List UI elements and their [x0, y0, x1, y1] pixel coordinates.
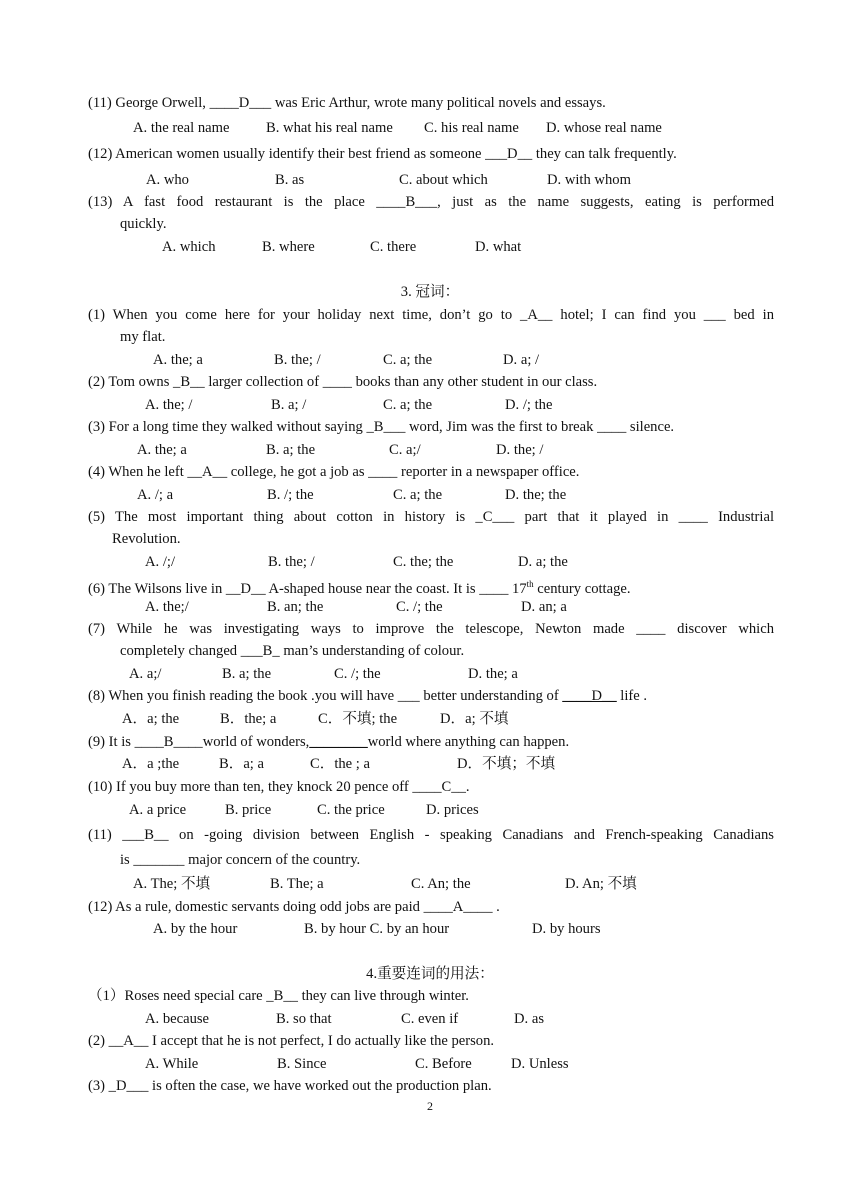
option: B. as	[275, 172, 305, 188]
option: C. the price	[317, 802, 385, 818]
option: D. Unless	[511, 1056, 569, 1072]
question-text-part: life .	[616, 688, 648, 704]
option: D. what	[475, 239, 522, 255]
question-text: （1）Roses need special care _B__ they can live through winter.	[88, 988, 469, 1004]
option: B. /; the	[267, 487, 314, 503]
option: B. the; /	[268, 554, 315, 570]
option: D. the; the	[505, 487, 567, 503]
option: C. a; the	[383, 397, 433, 413]
question-text-part: (6) The Wilsons live in __D__ A-shaped house near the coast. It is ____ 17	[88, 580, 527, 597]
question-text: (7) While he was investigating ways to improve the telescope, Newton made ____ discover which	[88, 621, 774, 637]
question-text	[88, 733, 774, 751]
question-text-continued: completely changed ___B_ man’s understanding of colour.	[120, 643, 465, 659]
question-text-continued: my flat.	[120, 329, 166, 345]
option: B. price	[225, 802, 272, 818]
option: B. the; /	[274, 352, 321, 368]
option: D. the; a	[468, 666, 518, 682]
option: C. about which	[399, 172, 488, 188]
option: D. as	[514, 1011, 544, 1027]
question-text: (2) Tom owns _B__ larger collection of ____ books than any other student in our class.	[88, 374, 598, 390]
question-text-part: (9) It is ____B____world of wonders,	[88, 734, 310, 750]
option: A．a; the	[122, 711, 180, 727]
option: C. there	[370, 239, 417, 255]
option: A. the real name	[133, 120, 230, 136]
option: C. even if	[401, 1011, 459, 1027]
section-heading: 3. 冠词：	[400, 284, 460, 300]
option: D. a; the	[518, 554, 568, 570]
option: D．不填；不填	[457, 756, 556, 772]
question-text-continued: is _______ major concern of the country.	[120, 852, 361, 868]
option: A. because	[145, 1011, 210, 1027]
option: A. /;/	[145, 554, 175, 570]
option: A. who	[146, 172, 189, 188]
blank: ________	[309, 734, 368, 750]
option: B. a; the	[222, 666, 272, 682]
option: C. Before	[415, 1056, 472, 1072]
option: B. Since	[277, 1056, 327, 1072]
option: A. by the hour	[153, 921, 238, 937]
question-text-part: century cottage.	[533, 580, 631, 597]
question-text-continued: quickly.	[120, 216, 167, 232]
option: B. where	[262, 239, 315, 255]
option: B. by hour C. by an hour	[304, 921, 450, 937]
option: D. with whom	[547, 172, 631, 188]
question-text: (5) The most important thing about cotton in history is _C___ part that it played in ____ Industrial	[88, 509, 774, 525]
option: B．the; a	[220, 711, 277, 727]
question-text: (2) __A__ I accept that he is not perfect, I do actually like the person.	[88, 1033, 495, 1049]
question-text	[88, 575, 774, 598]
question-text: (11) George Orwell, ____D___ was Eric Arthur, wrote many political novels and essays.	[88, 95, 606, 111]
question-text: (12) As a rule, domestic servants doing odd jobs are paid ____A____ .	[88, 899, 500, 915]
question-text: (10) If you buy more than ten, they knock 20 pence off ____C__.	[88, 779, 470, 795]
option: D. /; the	[505, 397, 553, 413]
option: A. /; a	[137, 487, 174, 503]
option: A．a ;the	[122, 756, 180, 772]
option: C. /; the	[396, 599, 443, 615]
option: C. a; the	[383, 352, 433, 368]
option: C. /; the	[334, 666, 381, 682]
question-text-continued: Revolution.	[112, 531, 181, 547]
option: B. what his real name	[266, 120, 393, 136]
option: C. the; the	[393, 554, 454, 570]
question-text	[88, 687, 774, 705]
option: D. whose real name	[546, 120, 662, 136]
option: B. a; /	[271, 397, 307, 413]
question-text-part: world where anything can happen.	[367, 734, 570, 750]
option: D. by hours	[532, 921, 601, 937]
option: B. an; the	[267, 599, 324, 615]
option: C. a; the	[393, 487, 443, 503]
question-text: (11) ___B__ on -going division between English - speaking Canadians and French-speaking Canadians	[88, 827, 774, 843]
option: C．不填; the	[318, 711, 398, 727]
option: D．a; 不填	[440, 711, 509, 727]
question-text: (13) A fast food restaurant is the place ____B___, just as the name suggests, eating is performed	[88, 194, 774, 210]
question-text: (4) When he left __A__ college, he got a job as ____ reporter in a newspaper office.	[88, 464, 580, 480]
question-text: (3) _D___ is often the case, we have worked out the production plan.	[88, 1078, 492, 1094]
option: C. a;/	[389, 442, 421, 458]
option: D. an; a	[521, 599, 567, 615]
section-heading: 4.重要连词的用法：	[366, 966, 494, 982]
question-text: (3) For a long time they walked without saying _B___ word, Jim was the first to break ____ silence.	[88, 419, 675, 435]
question-text-part: (8) When you finish reading the book .you will have ___ better understanding of	[88, 688, 563, 704]
answer-blank: ____D__	[562, 688, 617, 704]
question-text: (1) When you come here for your holiday next time, don’t go to _A__ hotel; I can find you ___ bed in	[88, 307, 774, 323]
option: D. prices	[426, 802, 479, 818]
question-text: (12) American women usually identify their best friend as someone ___D__ they can talk frequently.	[88, 146, 677, 162]
option: B. so that	[276, 1011, 332, 1027]
option: A. the; /	[145, 397, 193, 413]
option: B．a; a	[219, 756, 264, 772]
option: C. his real name	[424, 120, 519, 136]
option: A. a;/	[129, 666, 162, 682]
option: A. The; 不填	[133, 876, 211, 892]
option: C．the ; a	[310, 756, 370, 772]
option: C. An; the	[411, 876, 471, 892]
superscript: th	[526, 579, 534, 589]
option: A. which	[162, 239, 216, 255]
option: B. The; a	[270, 876, 324, 892]
option: A. the; a	[137, 442, 187, 458]
option: D. An; 不填	[565, 876, 637, 892]
option: A. a price	[129, 802, 187, 818]
option: D. the; /	[496, 442, 544, 458]
option: B. a; the	[266, 442, 316, 458]
option: A. the;/	[145, 599, 189, 615]
option: D. a; /	[503, 352, 540, 368]
option: A. While	[145, 1056, 199, 1072]
page-number: 2	[427, 1099, 433, 1113]
option: A. the; a	[153, 352, 203, 368]
